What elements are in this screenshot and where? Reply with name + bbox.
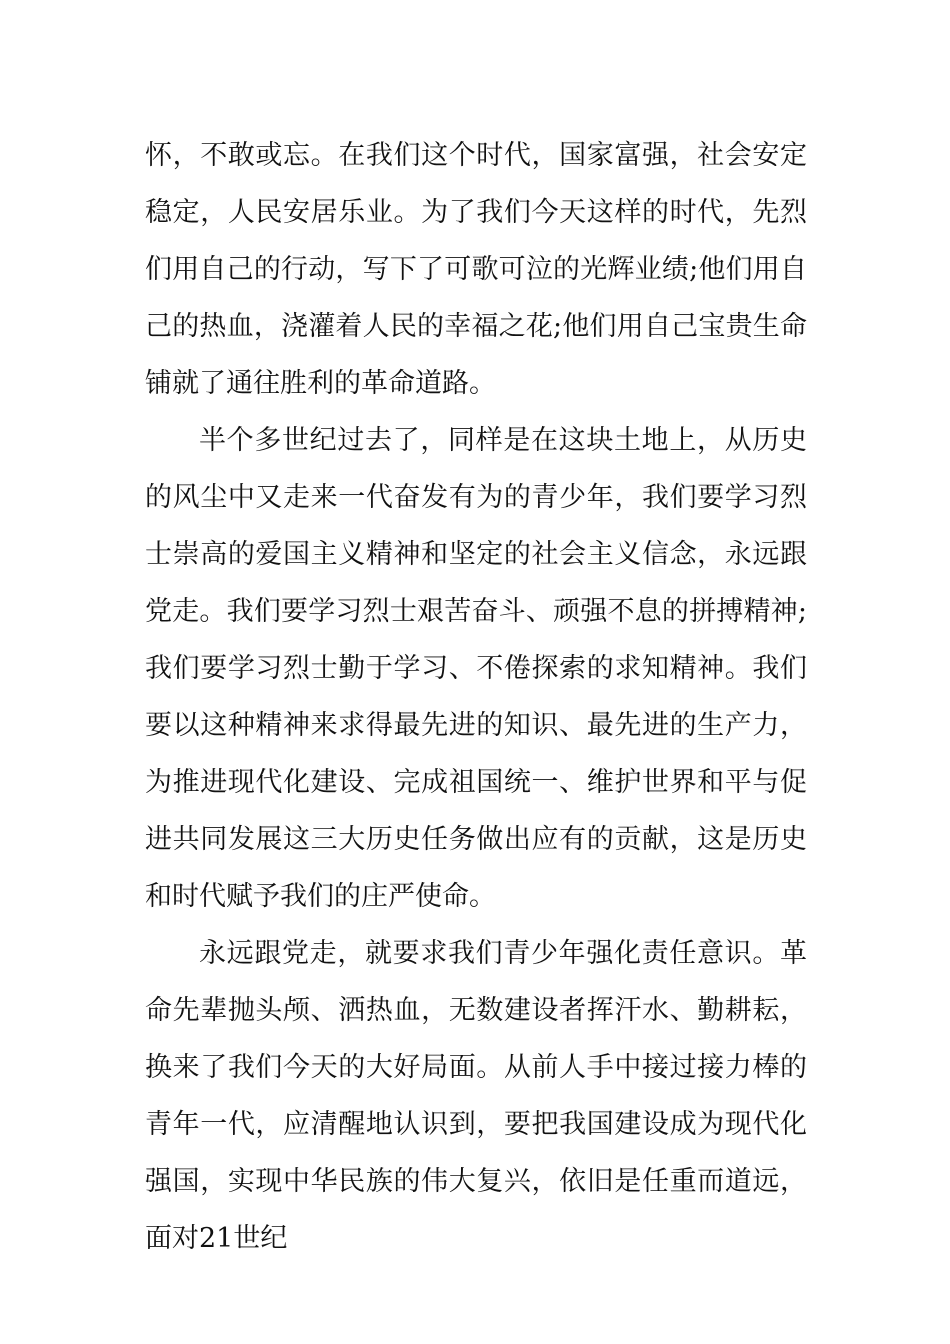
paragraph-third: 永远跟党走，就要求我们青少年强化责任意识。革命先辈抛头颅、洒热血，无数建设者挥汗水、勤耕耘，换来了我们今天的大好局面。从前人手中接过接力棒的青年一代，应清醒地认识到，要把我国建设成为现代化强国，实现中华民族的伟大复兴，依旧是任重而道远，面对21世纪 <box>145 938 807 1254</box>
document-body <box>145 127 807 1267</box>
paragraph-continued: 怀，不敢或忘。在我们这个时代，国家富强，社会安定稳定，人民安居乐业。为了我们今天这样的时代，先烈们用自己的行动，写下了可歌可泣的光辉业绩;他们用自己的热血，浇灌着人民的幸福之花;他们用自己宝贵生命铺就了通往胜利的革命道路。 <box>145 140 807 399</box>
paragraph-second: 半个多世纪过去了，同样是在这块土地上，从历史的风尘中又走来一代奋发有为的青少年，我们要学习烈士崇高的爱国主义精神和坚定的社会主义信念，永远跟党走。我们要学习烈士艰苦奋斗、顽强不息的拼搏精神;我们要学习烈士勤于学习、不倦探索的求知精神。我们要以这种精神来求得最先进的知识、最先进的生产力，为推进现代化建设、完成祖国统一、维护世界和平与促进共同发展这三大历史任务做出应有的贡献，这是历史和时代赋予我们的庄严使命。 <box>145 425 807 912</box>
